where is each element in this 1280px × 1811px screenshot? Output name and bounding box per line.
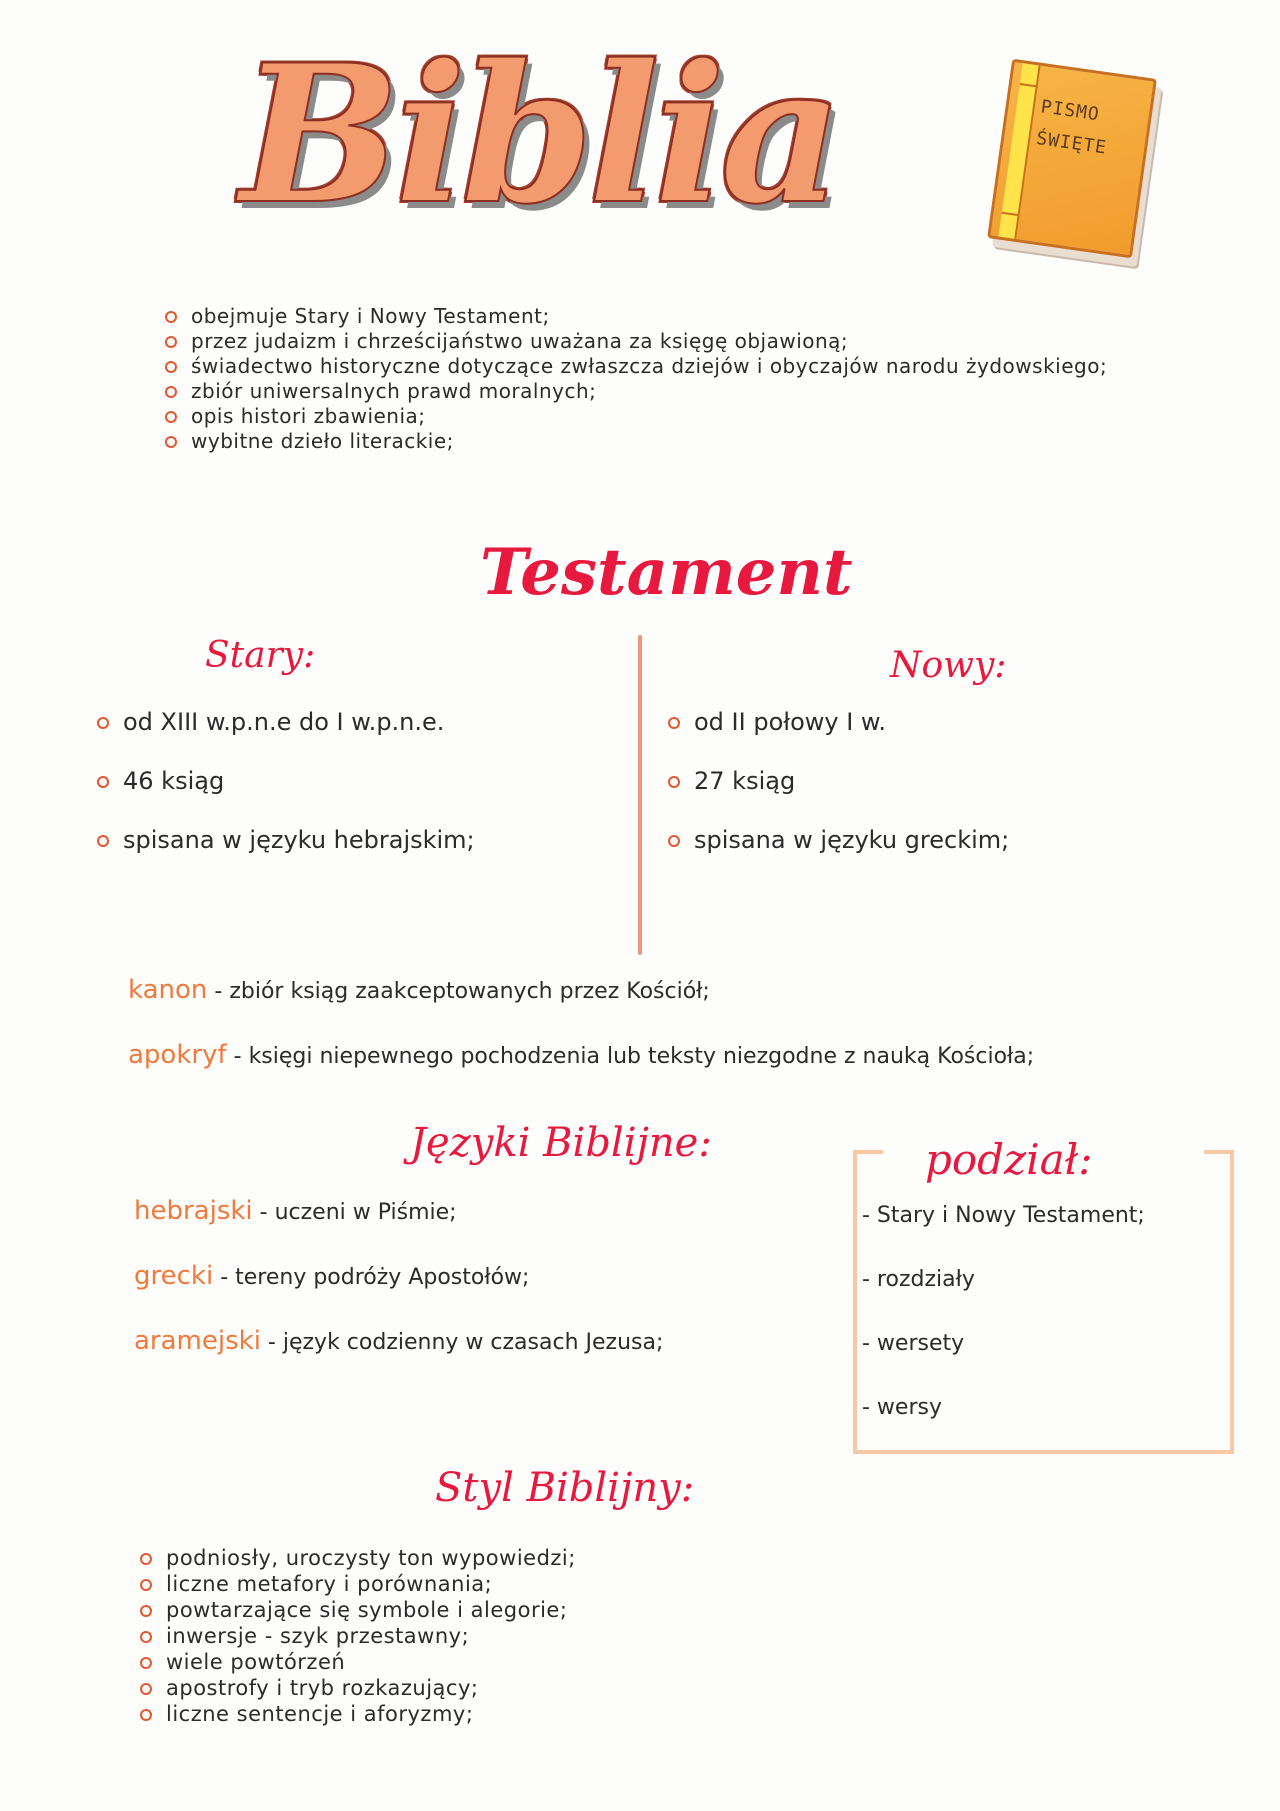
styl-heading: Styl Biblijny: — [435, 1465, 695, 1511]
list-item: 27 ksiąg — [668, 767, 1188, 795]
list-item: od XIII w.p.n.e do I w.p.n.e. — [97, 708, 617, 736]
list-item: opis histori zbawienia; — [165, 404, 1265, 429]
list-item: inwersje - szyk przestawny; — [140, 1623, 1040, 1649]
styl-list — [140, 1545, 1040, 1727]
book-title-line-2: ŚWIĘTE — [1034, 127, 1109, 159]
language-term: grecki — [134, 1261, 214, 1291]
nowy-list — [668, 708, 1188, 885]
list-item: - wersety — [862, 1331, 965, 1356]
language-def: - tereny podróży Apostołów; — [213, 1265, 530, 1290]
language-term: aramejski — [134, 1326, 261, 1356]
list-item: 46 ksiąg — [97, 767, 617, 795]
nowy-heading: Nowy: — [890, 645, 1007, 686]
list-item: spisana w języku greckim; — [668, 826, 1188, 854]
list-item: obejmuje Stary i Nowy Testament; — [165, 304, 1265, 329]
column-divider — [638, 635, 642, 955]
list-item: podniosły, uroczysty ton wypowiedzi; — [140, 1545, 1040, 1571]
kanon-term: kanon — [128, 975, 208, 1005]
list-item — [134, 1326, 834, 1391]
list-item: powtarzające się symbole i alegorie; — [140, 1597, 1040, 1623]
jezyki-list — [134, 1196, 834, 1391]
podzial-list — [862, 1203, 1222, 1459]
list-item: apostrofy i tryb rozkazujący; — [140, 1675, 1040, 1701]
testament-heading: Testament — [480, 535, 853, 610]
list-item: - wersy — [862, 1395, 942, 1420]
jezyki-heading: Języki Biblijne: — [410, 1120, 712, 1166]
kanon-definition — [128, 975, 710, 1005]
book-title-line-1: PISMO — [1039, 96, 1101, 126]
list-item — [134, 1261, 834, 1326]
list-item: przez judaizm i chrześcijaństwo uważana za księgę objawioną; — [165, 329, 1265, 354]
list-item: wiele powtórzeń — [140, 1649, 1040, 1675]
list-item: świadectwo historyczne dotyczące zwłaszcza dziejów i obyczajów narodu żydowskiego; — [165, 354, 1265, 379]
list-item: wybitne dzieło literackie; — [165, 429, 1265, 454]
kanon-text: - zbiór ksiąg zaakceptowanych przez Kościół; — [207, 979, 710, 1004]
page-title: Biblia — [240, 23, 838, 246]
intro-list — [165, 304, 1265, 454]
apokryf-definition — [128, 1040, 1034, 1070]
list-item: - Stary i Nowy Testament; — [862, 1203, 1145, 1228]
list-item: zbiór uniwersalnych prawd moralnych; — [165, 379, 1265, 404]
language-def: - język codzienny w czasach Jezusa; — [260, 1330, 664, 1355]
stary-list — [97, 708, 617, 885]
podzial-heading: podział: — [925, 1135, 1093, 1184]
list-item: liczne metafory i porównania; — [140, 1571, 1040, 1597]
apokryf-term: apokryf — [128, 1040, 227, 1070]
list-item: - rozdziały — [862, 1267, 975, 1292]
book-illustration — [985, 60, 1160, 270]
list-item: spisana w języku hebrajskim; — [97, 826, 617, 854]
book-cover — [987, 59, 1157, 259]
list-item: od II połowy I w. — [668, 708, 1188, 736]
apokryf-text: - księgi niepewnego pochodzenia lub teksty niezgodne z nauką Kościoła; — [226, 1044, 1035, 1069]
language-term: hebrajski — [134, 1196, 253, 1226]
language-def: - uczeni w Piśmie; — [252, 1200, 457, 1225]
list-item — [134, 1196, 834, 1261]
stary-heading: Stary: — [205, 635, 316, 676]
list-item: liczne sentencje i aforyzmy; — [140, 1701, 1040, 1727]
